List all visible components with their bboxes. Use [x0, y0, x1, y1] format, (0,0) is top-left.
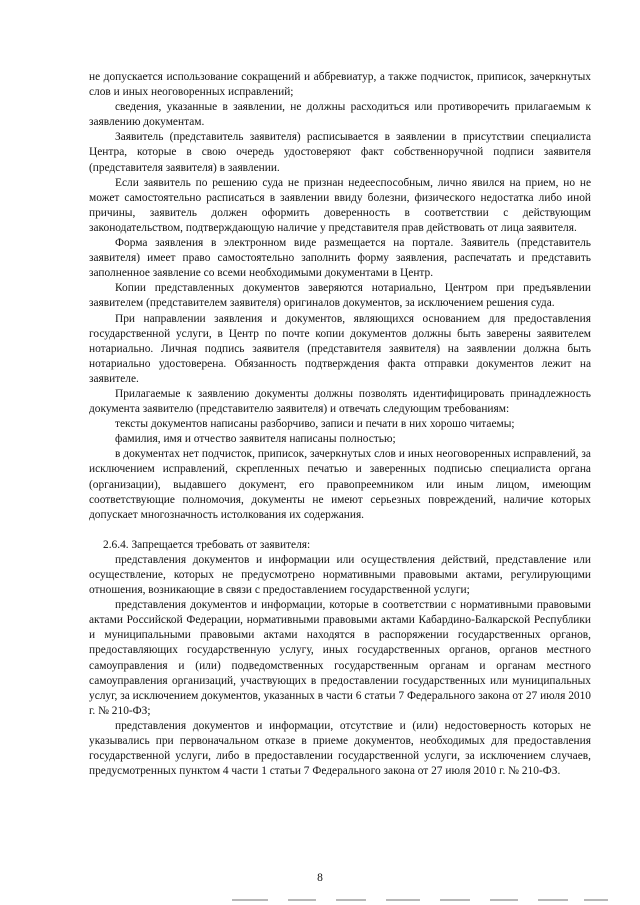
- document-body: [89, 70, 591, 779]
- paragraph: представления документов и информации, которые в соответствии с нормативными правовыми актами Российской Федерации, нормативными правовыми актами Кабардино-Балкарской Республики и муниципальными правовыми актами находятся в распоряжении государственных органов, предоставляющих государственную услугу, иных государственных органов, органов местного самоуправления и (или) подведомственных государственным органам и органам местного самоуправления организаций, участвующих в предоставлении государственных или муниципальных услуг, за исключением документов, указанных в части 6 статьи 7 Федерального закона от 27 июля 2010 г. № 210-ФЗ;: [89, 599, 591, 717]
- scan-artifact: [440, 899, 470, 901]
- paragraph: Форма заявления в электронном виде размещается на портале. Заявитель (представитель заявителя) имеет право самостоятельно заполнить форму заявления, распечатать и представить заполненное заявление со всеми необходимыми документами в Центр.: [89, 237, 591, 280]
- scan-artifact: [288, 899, 316, 901]
- scan-artifact: [386, 899, 420, 901]
- section-heading: 2.6.4. Запрещается требовать от заявителя:: [103, 538, 311, 551]
- paragraph: в документах нет подчисток, приписок, зачеркнутых слов и иных неоговоренных исправлений, за исключением исправлений, скрепленных печатью и заверенных подписью специалиста органа (организации), выдавшего документ, его правопреемником или иным лицом, имеющим соответствующие полномочия, документы не имеют серьезных повреждений, наличие которых допускает многозначность истолкования их содержания.: [89, 448, 591, 521]
- paragraph: представления документов и информации или осуществления действий, представление или осуществление, которых не предусмотрено нормативными правовыми актами, регулирующими отношения, возникающие в связи с предоставлением государственной услуги;: [89, 553, 591, 597]
- paragraph: Если заявитель по решению суда не признан недееспособным, лично явился на прием, но не может самостоятельно расписаться в заявлении ввиду болезни, физического недостатка либо иной причины, заявитель должен оформить доверенность в соответствии с действующим законодательством, подтверждающую наличие у представителя прав действовать от лица заявителя.: [89, 176, 591, 234]
- paragraph: не допускается использование сокращений и аббревиатур, а также подчисток, приписок, зачеркнутых слов и иных неоговоренных исправлений;: [89, 71, 591, 99]
- scan-artifact: [336, 899, 366, 901]
- page-number: 8: [317, 872, 323, 884]
- scan-artifact: [490, 899, 518, 901]
- paragraph: представления документов и информации, отсутствие и (или) недостоверность которых не указывались при первоначальном отказе в приеме документов, необходимых для предоставления государственной услуги, либо в предоставлении государственной услуги, за исключением случаев, предусмотренных пунктом 4 части 1 статьи 7 Федерального закона от 27 июля 2010 г. № 210-ФЗ.: [89, 719, 591, 778]
- paragraph: фамилия, имя и отчество заявителя написаны полностью;: [115, 433, 396, 446]
- scan-artifact: [232, 899, 268, 901]
- paragraph: Прилагаемые к заявлению документы должны позволять идентифицировать принадлежность документа заявителю (представителю заявителя) и отвечать следующим требованиям:: [89, 387, 591, 416]
- paragraph: При направлении заявления и документов, являющихся основанием для предоставления государственной услуги, в Центр по почте копии документов должны быть заверены заявителем нотариально. Личная подпись заявителя (представителя заявителя) на заявлении должна быть нотариально удостоверена. Обязанность подтверждения факта отправки документов лежит на заявителе.: [89, 312, 591, 385]
- scan-artifact: [538, 899, 568, 901]
- paragraph: тексты документов написаны разборчиво, записи и печати в них хорошо читаемы;: [115, 418, 515, 431]
- paragraph: Заявитель (представитель заявителя) расписывается в заявлении в присутствии специалиста Центра, которые в свою очередь удостоверяют факт собственноручной подписи заявителя (представителя заявителя) в заявлении.: [89, 131, 591, 174]
- paragraph: сведения, указанные в заявлении, не должны расходиться или противоречить прилагаемым к заявлению документам.: [89, 101, 591, 129]
- scan-artifact: [584, 899, 608, 901]
- paragraph: Копии представленных документов заверяются нотариально, Центром при предъявлении заявителем (представителем заявителя) оригиналов документов, за исключением решения суда.: [89, 282, 591, 310]
